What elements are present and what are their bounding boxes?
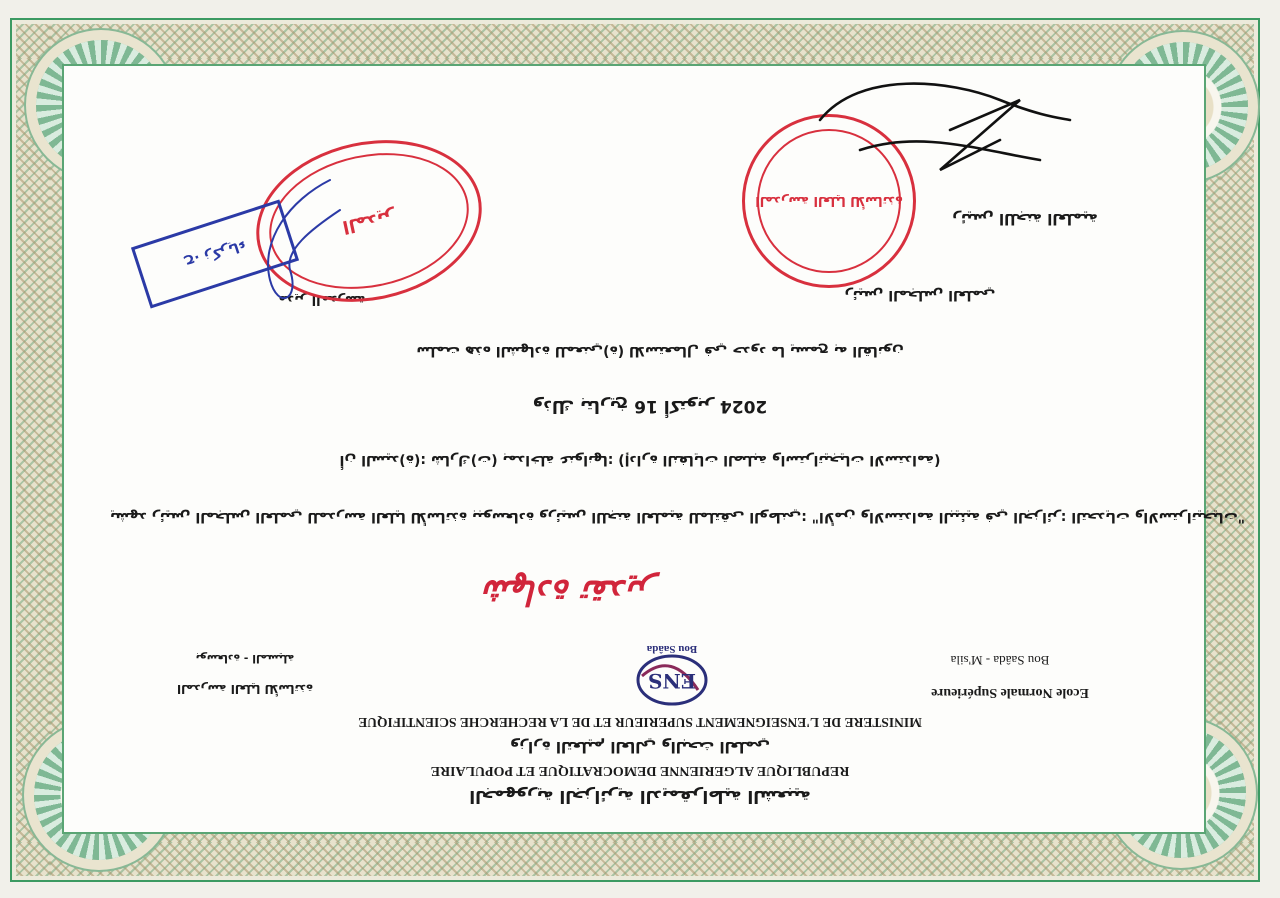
signature-right xyxy=(800,60,1080,190)
certificate-title: شهادة تقدير xyxy=(483,572,657,612)
header-fr-ministry: MINISTERE DE L'ENSEIGNEMENT SUPERIEUR ET DE LA RECHERCHE SCIENTIFIQUE xyxy=(358,715,922,730)
header-ar-city: بوسعادة - المسيلة xyxy=(195,652,295,665)
oval-stamp-text: المدير xyxy=(340,205,398,237)
signature-left xyxy=(230,170,370,320)
body-line-3: وذلك بتاريخ 16 أكتوبر 2024 xyxy=(532,396,768,416)
logo-text: ENS xyxy=(648,669,696,693)
signature-title-left: مدير المدرسة xyxy=(278,292,366,307)
blue-stamp-text: ح. زكرياء xyxy=(182,236,248,272)
header-fr-city: Bou Saâda - M'sila xyxy=(950,653,1050,668)
header-fr-republic: REPUBLIQUE ALGERIENNE DEMOCRATIQUE ET POPULAIRE xyxy=(430,763,850,778)
header-ar-school: المدرسة العليا للأساتذة xyxy=(176,682,314,696)
logo-caption: Bou Saâda xyxy=(646,643,698,655)
body-line-1: يشهد رئيس المجلس العلمي للمدرسة العليا للأساتذة ببوسعادة ورئيس اللجنة العلمية للملتقى الوطني: "الأمن والاستدامة البيئية في الجزائر: التحديات والاستراتيجيات" xyxy=(110,509,1245,525)
ens-logo xyxy=(612,640,732,720)
body-line-4: سلمت هذه الشهادة للمعني(ة) للاستعمال في حدود ما يسمح به القانون xyxy=(416,343,904,359)
body-line-2: أن السيد(ة): شارك(ت) بمداخلة عنوانها: (إدارة النفايات الصلبة واستراتيجيات الاستدامة) xyxy=(339,452,941,468)
header-ar-ministry: وزارة التعليم العالي والبحث العلمي xyxy=(509,738,771,756)
signature-title-right: رئيس المجلس العلمي xyxy=(844,287,996,303)
header-fr-school: Ecole Normale Supérieure xyxy=(931,685,1089,700)
signature-subtitle-right: رئيس اللجنة العلمية xyxy=(952,210,1098,228)
header-ar-republic: الجمهورية الجزائرية الديمقراطية الشعبية xyxy=(469,786,811,806)
round-stamp-text: المدرسة العليا للأساتذة xyxy=(755,193,903,209)
